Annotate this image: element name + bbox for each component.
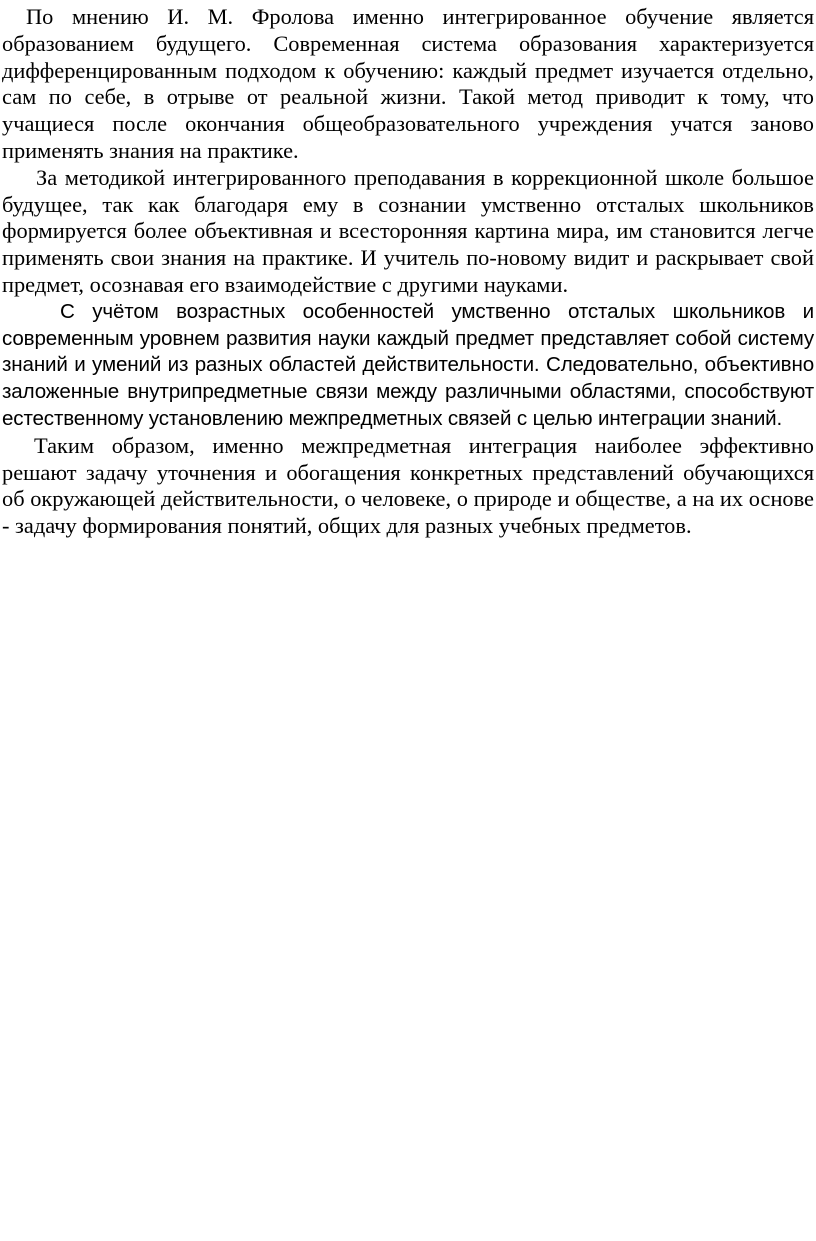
paragraph-3: С учётом возрастных особенностей умственно отсталых школьников и современным уровнем развития науки каждый предмет представляет собой систему знаний и умений из разных областей действительности. Следовательно, объективно заложенные внутрипредметные связи между различными областями, способствуют естественному установлению межпредметных связей с целью интеграции знаний.: [2, 299, 814, 430]
paragraph-1: По мнению И. М. Фролова именно интегрированное обучение является образованием будущего. Современная система образования характеризуется дифференцированным подходом к обучению: каждый предмет изучается отдельно, сам по себе, в отрыве от реальной жизни. Такой метод приводит к тому, что учащиеся после окончания общеобразовательного учреждения учатся заново применять знания на практике.: [2, 4, 814, 163]
paragraph-4: Таким образом, именно межпредметная интеграция наиболее эффективно решают задачу уточнения и обогащения конкретных представлений обучающихся об окружающей действительности, о человеке, о природе и обществе, а на их основе - задачу формирования понятий, общих для разных учебных предметов.: [2, 432, 814, 539]
paragraph-2: За методикой интегрированного преподавания в коррекционной школе большое будущее, так как благодаря ему в сознании умственно отсталых школьников формируется более объективная и всесторонняя картина мира, им становится легче применять свои знания на практике. И учитель по-новому видит и раскрывает свой предмет, осознавая его взаимодействие с другими науками.: [2, 164, 814, 297]
